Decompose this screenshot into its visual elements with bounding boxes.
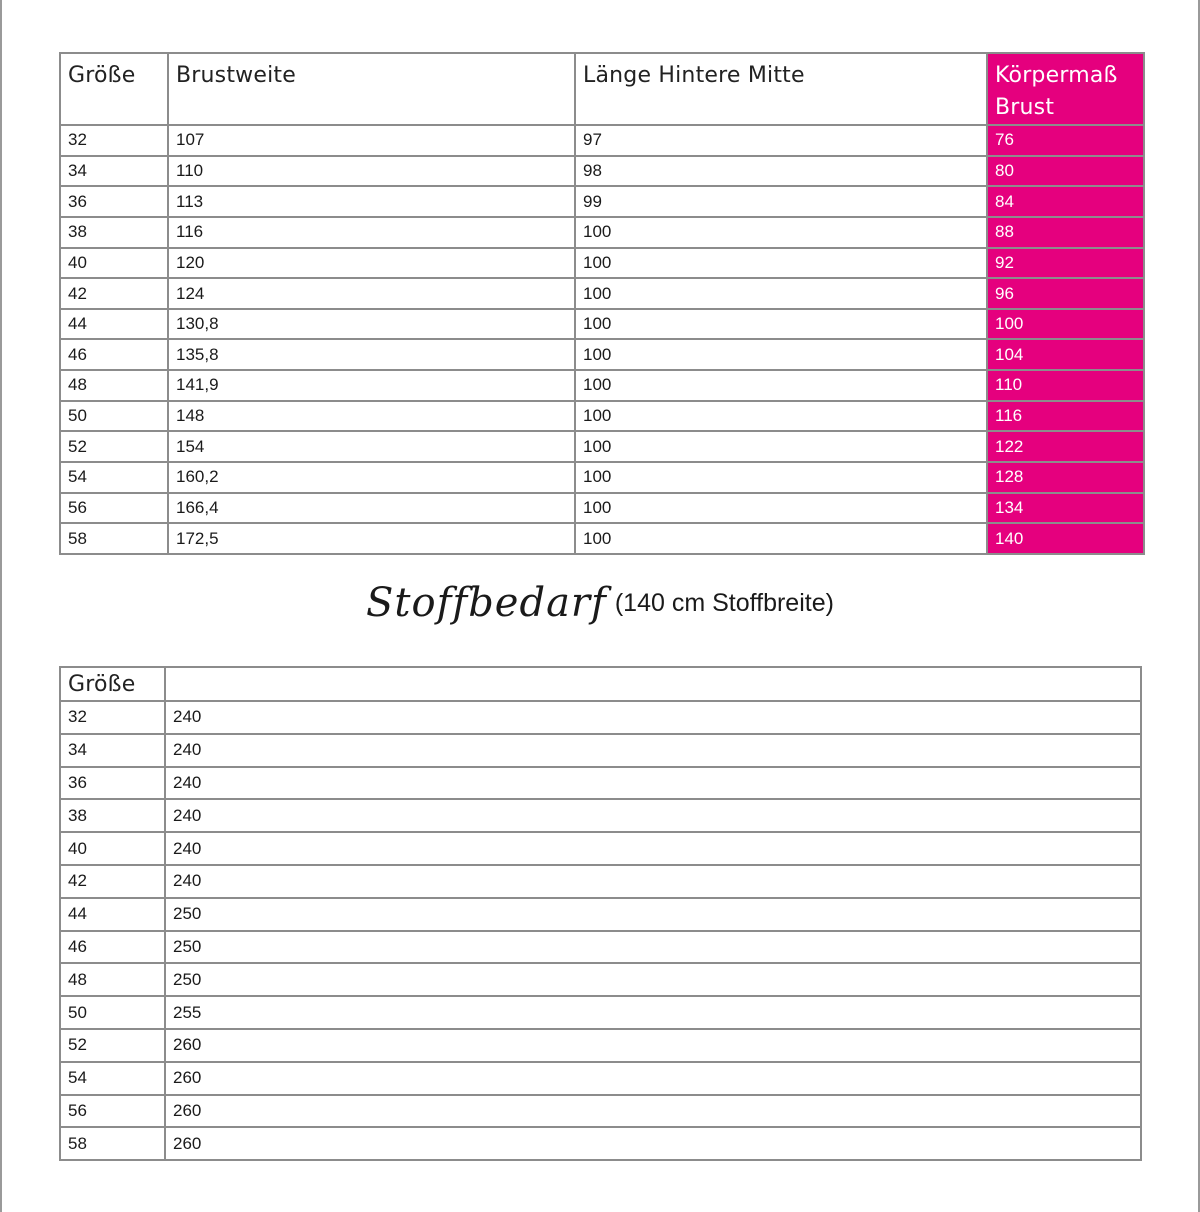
cell-fabric-amount: 260 (165, 1062, 1141, 1095)
table-row (60, 217, 1144, 248)
fabric-table-body (60, 701, 1141, 1160)
table-row (60, 248, 1144, 279)
cell-size: 44 (60, 898, 165, 931)
table-row (60, 1095, 1141, 1128)
table-row (60, 734, 1141, 767)
table-row (60, 963, 1141, 996)
cell-size: 48 (60, 370, 168, 401)
cell-chest-width: 116 (168, 217, 575, 248)
cell-size: 38 (60, 799, 165, 832)
fabric-header-size: Größe (60, 667, 165, 701)
cell-body-chest: 140 (987, 523, 1144, 554)
cell-fabric-amount: 240 (165, 701, 1141, 734)
cell-chest-width: 166,4 (168, 493, 575, 524)
cell-body-chest: 96 (987, 278, 1144, 309)
cell-fabric-amount: 250 (165, 931, 1141, 964)
table-row (60, 125, 1144, 156)
cell-chest-width: 130,8 (168, 309, 575, 340)
cell-body-chest: 100 (987, 309, 1144, 340)
size-table-header-row (60, 53, 1144, 125)
cell-size: 32 (60, 125, 168, 156)
cell-size: 52 (60, 1029, 165, 1062)
header-body-chest: Körpermaß Brust (987, 53, 1144, 125)
cell-size: 54 (60, 462, 168, 493)
cell-body-chest: 76 (987, 125, 1144, 156)
table-row (60, 767, 1141, 800)
fabric-header-amount (165, 667, 1141, 701)
cell-fabric-amount: 240 (165, 865, 1141, 898)
cell-fabric-amount: 255 (165, 996, 1141, 1029)
cell-chest-width: 120 (168, 248, 575, 279)
cell-back-length: 100 (575, 462, 987, 493)
cell-body-chest: 92 (987, 248, 1144, 279)
table-row (60, 898, 1141, 931)
cell-back-length: 100 (575, 309, 987, 340)
table-row (60, 339, 1144, 370)
cell-body-chest: 80 (987, 156, 1144, 187)
fabric-table-header-row (60, 667, 1141, 701)
table-row (60, 1062, 1141, 1095)
cell-back-length: 99 (575, 186, 987, 217)
cell-body-chest: 88 (987, 217, 1144, 248)
cell-size: 36 (60, 186, 168, 217)
cell-size: 38 (60, 217, 168, 248)
cell-size: 34 (60, 734, 165, 767)
cell-chest-width: 160,2 (168, 462, 575, 493)
cell-chest-width: 107 (168, 125, 575, 156)
cell-body-chest: 110 (987, 370, 1144, 401)
cell-size: 52 (60, 431, 168, 462)
table-row (60, 931, 1141, 964)
cell-back-length: 100 (575, 370, 987, 401)
cell-body-chest: 84 (987, 186, 1144, 217)
table-row (60, 701, 1141, 734)
cell-size: 42 (60, 865, 165, 898)
cell-fabric-amount: 240 (165, 832, 1141, 865)
table-row (60, 401, 1144, 432)
cell-body-chest: 134 (987, 493, 1144, 524)
table-row (60, 431, 1144, 462)
size-table-body (60, 125, 1144, 554)
table-row (60, 186, 1144, 217)
cell-size: 40 (60, 832, 165, 865)
cell-size: 46 (60, 339, 168, 370)
cell-size: 48 (60, 963, 165, 996)
cell-chest-width: 124 (168, 278, 575, 309)
cell-body-chest: 128 (987, 462, 1144, 493)
cell-size: 50 (60, 996, 165, 1029)
cell-size: 34 (60, 156, 168, 187)
fabric-table (59, 666, 1142, 1161)
cell-size: 36 (60, 767, 165, 800)
size-table (59, 52, 1145, 555)
cell-body-chest: 104 (987, 339, 1144, 370)
table-row (60, 996, 1141, 1029)
table-row (60, 799, 1141, 832)
cell-fabric-amount: 260 (165, 1127, 1141, 1160)
table-row (60, 865, 1141, 898)
table-row (60, 1029, 1141, 1062)
table-row (60, 832, 1141, 865)
cell-back-length: 100 (575, 493, 987, 524)
header-chest-width: Brustweite (168, 53, 575, 125)
table-row (60, 523, 1144, 554)
cell-size: 58 (60, 1127, 165, 1160)
table-row (60, 493, 1144, 524)
table-row (60, 370, 1144, 401)
fabric-heading-script: Stoffbedarf (366, 580, 607, 626)
table-row (60, 156, 1144, 187)
cell-fabric-amount: 250 (165, 898, 1141, 931)
cell-size: 44 (60, 309, 168, 340)
cell-size: 58 (60, 523, 168, 554)
header-back-length: Länge Hintere Mitte (575, 53, 987, 125)
cell-fabric-amount: 250 (165, 963, 1141, 996)
cell-body-chest: 116 (987, 401, 1144, 432)
cell-chest-width: 135,8 (168, 339, 575, 370)
table-row (60, 462, 1144, 493)
cell-size: 40 (60, 248, 168, 279)
cell-size: 54 (60, 1062, 165, 1095)
cell-size: 50 (60, 401, 168, 432)
cell-size: 32 (60, 701, 165, 734)
cell-fabric-amount: 240 (165, 734, 1141, 767)
cell-chest-width: 148 (168, 401, 575, 432)
cell-back-length: 100 (575, 217, 987, 248)
cell-chest-width: 154 (168, 431, 575, 462)
cell-body-chest: 122 (987, 431, 1144, 462)
table-row (60, 309, 1144, 340)
cell-back-length: 97 (575, 125, 987, 156)
cell-back-length: 100 (575, 431, 987, 462)
header-size: Größe (60, 53, 168, 125)
fabric-heading-sub: (140 cm Stoffbreite) (614, 588, 834, 617)
cell-chest-width: 110 (168, 156, 575, 187)
cell-back-length: 100 (575, 339, 987, 370)
cell-back-length: 100 (575, 523, 987, 554)
cell-back-length: 100 (575, 248, 987, 279)
fabric-heading (0, 580, 1200, 640)
table-row (60, 1127, 1141, 1160)
cell-chest-width: 141,9 (168, 370, 575, 401)
cell-chest-width: 113 (168, 186, 575, 217)
cell-size: 56 (60, 1095, 165, 1128)
cell-fabric-amount: 260 (165, 1029, 1141, 1062)
cell-chest-width: 172,5 (168, 523, 575, 554)
cell-size: 46 (60, 931, 165, 964)
cell-size: 42 (60, 278, 168, 309)
cell-fabric-amount: 240 (165, 767, 1141, 800)
cell-back-length: 100 (575, 278, 987, 309)
cell-size: 56 (60, 493, 168, 524)
table-row (60, 278, 1144, 309)
cell-back-length: 100 (575, 401, 987, 432)
cell-fabric-amount: 240 (165, 799, 1141, 832)
cell-fabric-amount: 260 (165, 1095, 1141, 1128)
cell-back-length: 98 (575, 156, 987, 187)
